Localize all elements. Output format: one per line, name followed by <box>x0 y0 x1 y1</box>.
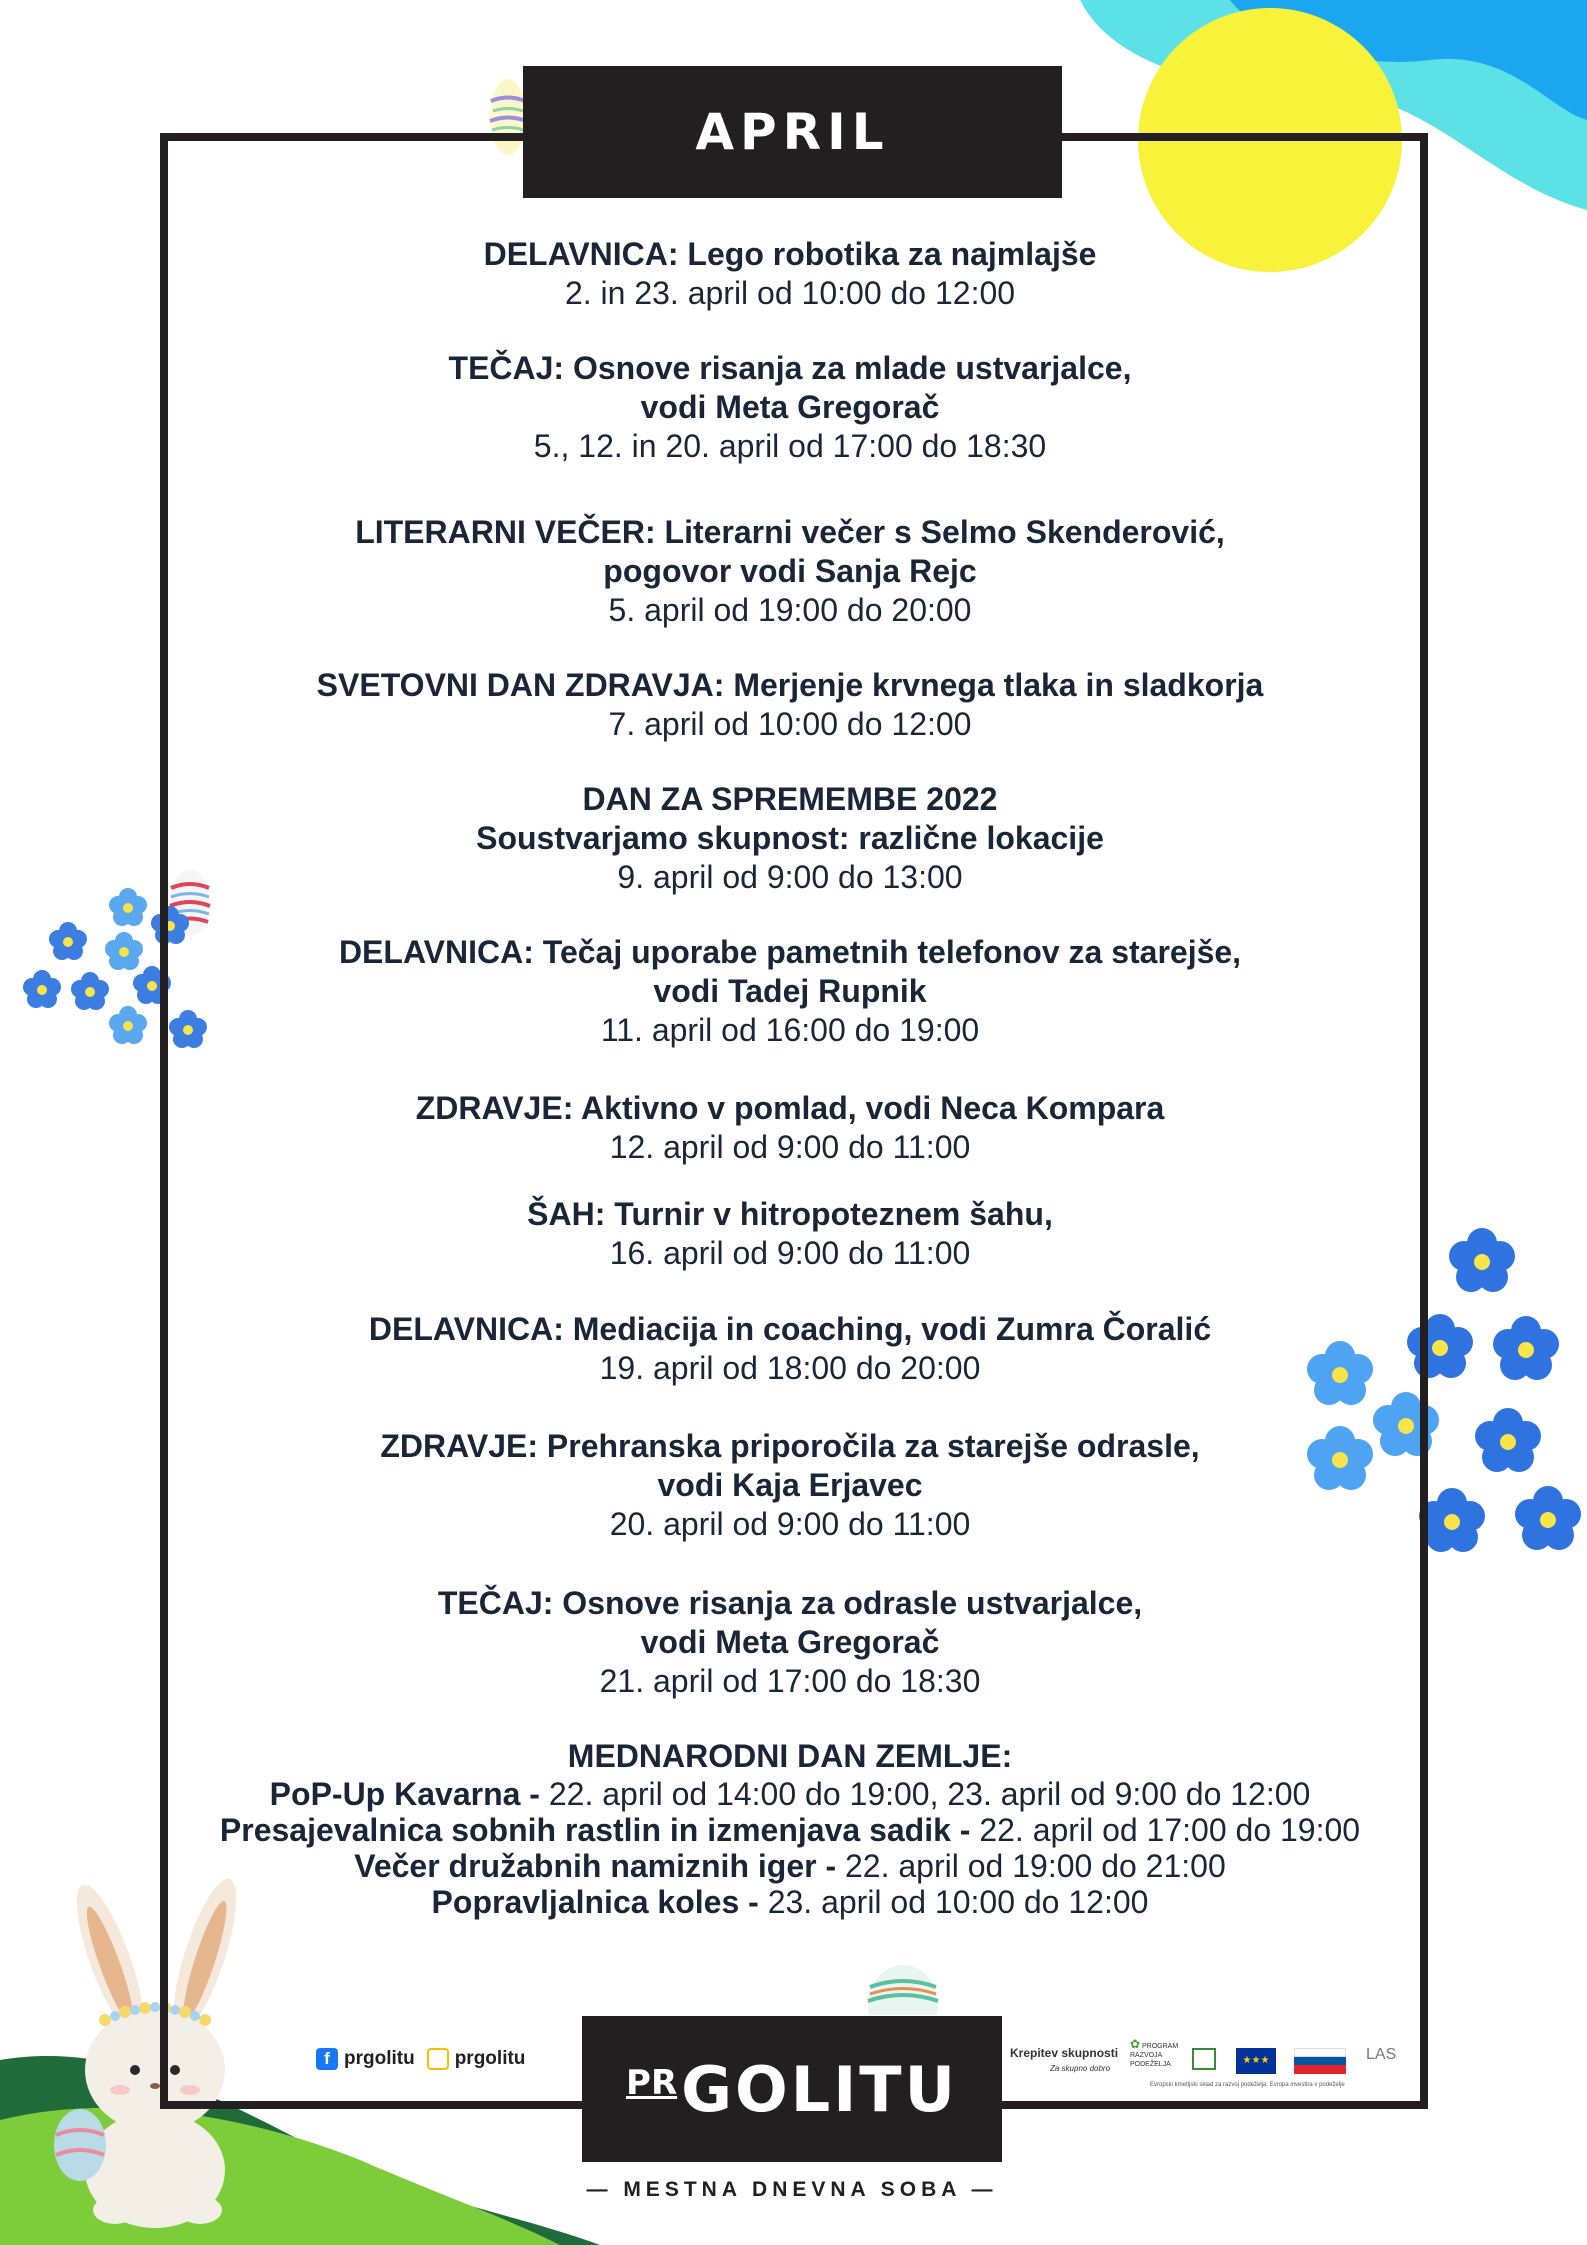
event-item <box>200 1310 1380 1388</box>
event-host: vodi Meta Gregorač <box>640 1624 940 1660</box>
las-logo: LAS <box>1366 2046 1397 2063</box>
event-item <box>200 933 1380 1050</box>
event-title: ZDRAVJE: Aktivno v pomlad, vodi Neca Kompara <box>415 1090 1165 1126</box>
event-time: 5. april od 19:00 do 20:00 <box>608 592 972 628</box>
event-item <box>200 349 1380 466</box>
social-links <box>316 2048 525 2070</box>
event-time: 11. april od 16:00 do 19:00 <box>600 1012 980 1048</box>
event-item <box>200 235 1380 313</box>
event-host: pogovor vodi Sanja Rejc <box>603 553 977 589</box>
event-title: DAN ZA SPREMEMBE 2022 <box>582 781 998 817</box>
event-item <box>200 780 1380 897</box>
event-list <box>200 235 1380 1920</box>
earth-day-item <box>200 1884 1380 1920</box>
krepitev-sub: Za skupno dobro <box>1050 2064 1111 2073</box>
event-time: 21. april od 17:00 do 18:30 <box>599 1663 981 1699</box>
event-time: 7. april od 10:00 do 12:00 <box>608 706 972 742</box>
event-time: 9. april od 9:00 do 13:00 <box>617 859 963 895</box>
earth-day-title: MEDNARODNI DAN ZEMLJE: <box>567 1738 1013 1774</box>
event-time: 19. april od 18:00 do 20:00 <box>599 1350 981 1386</box>
krepitev-label: Krepitev skupnosti <box>1010 2046 1119 2060</box>
program-razvoja-logo <box>1130 2037 1190 2069</box>
event-host: vodi Tadej Rupnik <box>653 973 927 1009</box>
earth-day-item <box>200 1812 1380 1848</box>
event-time: 20. april od 9:00 do 11:00 <box>609 1506 971 1542</box>
event-item <box>200 1089 1380 1167</box>
event-time: 2. in 23. april od 10:00 do 12:00 <box>564 275 1016 311</box>
earth-day-item <box>200 1776 1380 1812</box>
event-item <box>200 1584 1380 1701</box>
earth-day-item <box>200 1848 1380 1884</box>
event-time: 12. april od 9:00 do 11:00 <box>609 1129 971 1165</box>
facebook-icon: f <box>316 2048 338 2070</box>
logo-prefix: PR <box>626 2063 678 2103</box>
event-title: ZDRAVJE: Prehranska priporočila za starejše odrasle, <box>380 1428 1200 1464</box>
event-title: DELAVNICA: Mediacija in coaching, vodi Zumra Čoralić <box>368 1311 1212 1347</box>
event-item <box>200 513 1380 630</box>
krepitev-logo <box>1010 2046 1118 2074</box>
event-title: ŠAH: Turnir v hitropoteznem šahu, <box>527 1196 1053 1232</box>
program-label: PROGRAM RAZVOJA PODEŽELJA <box>1130 2043 1179 2068</box>
eu-flag-icon: ★★★ <box>1236 2048 1276 2074</box>
event-time: 16. april od 9:00 do 11:00 <box>609 1235 971 1271</box>
earth-day-item-label: Večer družabnih namiznih iger - <box>354 1848 837 1884</box>
event-item <box>200 1195 1380 1273</box>
earth-day-item-label: PoP-Up Kavarna - <box>269 1776 540 1812</box>
instagram-link[interactable] <box>427 2048 526 2070</box>
facebook-handle: prgolitu <box>344 2048 415 2070</box>
event-item <box>200 1427 1380 1544</box>
event-host: vodi Kaja Erjavec <box>657 1467 923 1503</box>
event-subtitle: Soustvarjamo skupnost: različne lokacije <box>476 820 1104 856</box>
instagram-handle: prgolitu <box>454 2048 526 2070</box>
earth-day-item-label: Popravljalnica koles - <box>431 1884 759 1920</box>
earth-day-section <box>200 1737 1380 1920</box>
event-time: 5., 12. in 20. april od 17:00 do 18:30 <box>533 428 1047 464</box>
logo-name: GOLITU <box>681 2052 958 2126</box>
event-title: TEČAJ: Osnove risanja za mlade ustvarjalce, <box>448 350 1132 386</box>
month-title: APRIL <box>695 103 890 161</box>
month-title-banner <box>523 66 1062 198</box>
facebook-link[interactable] <box>316 2048 415 2070</box>
event-title: LITERARNI VEČER: Literarni večer s Selmo Skenderović, <box>355 514 1225 550</box>
event-host: vodi Meta Gregorač <box>640 389 940 425</box>
earth-day-item-time: 23. april od 10:00 do 12:00 <box>758 1884 1149 1920</box>
eu-note: Evropski kmetijski sklad za razvoj podeželja: Evropa investira v podeželje <box>1150 2082 1345 2088</box>
earth-day-item-label: Presajevalnica sobnih rastlin in izmenjava sadik - <box>219 1812 971 1848</box>
slovenia-flag-icon <box>1294 2048 1346 2074</box>
instagram-icon <box>427 2048 449 2070</box>
event-title: TEČAJ: Osnove risanja za odrasle ustvarjalce, <box>437 1585 1143 1621</box>
leader-logo-icon <box>1192 2048 1216 2070</box>
event-title: DELAVNICA: Tečaj uporabe pametnih telefonov za starejše, <box>338 934 1242 970</box>
event-item <box>200 666 1380 744</box>
earth-day-item-time: 22. april od 19:00 do 21:00 <box>836 1848 1226 1884</box>
tagline: — MESTNA DNEVNA SOBA — <box>586 2178 998 2201</box>
event-title: SVETOVNI DAN ZDRAVJA: Merjenje krvnega tlaka in sladkorja <box>316 667 1264 703</box>
sponsor-logos <box>1010 2036 1410 2096</box>
earth-day-item-time: 22. april od 14:00 do 19:00, 23. april od 9:00 do 12:00 <box>539 1776 1311 1812</box>
leaf-icon: ✿ <box>1130 2037 1141 2051</box>
event-title: DELAVNICA: Lego robotika za najmlajše <box>483 236 1097 272</box>
prgolitu-logo <box>582 2016 1002 2162</box>
earth-day-item-time: 22. april od 17:00 do 19:00 <box>970 1812 1361 1848</box>
